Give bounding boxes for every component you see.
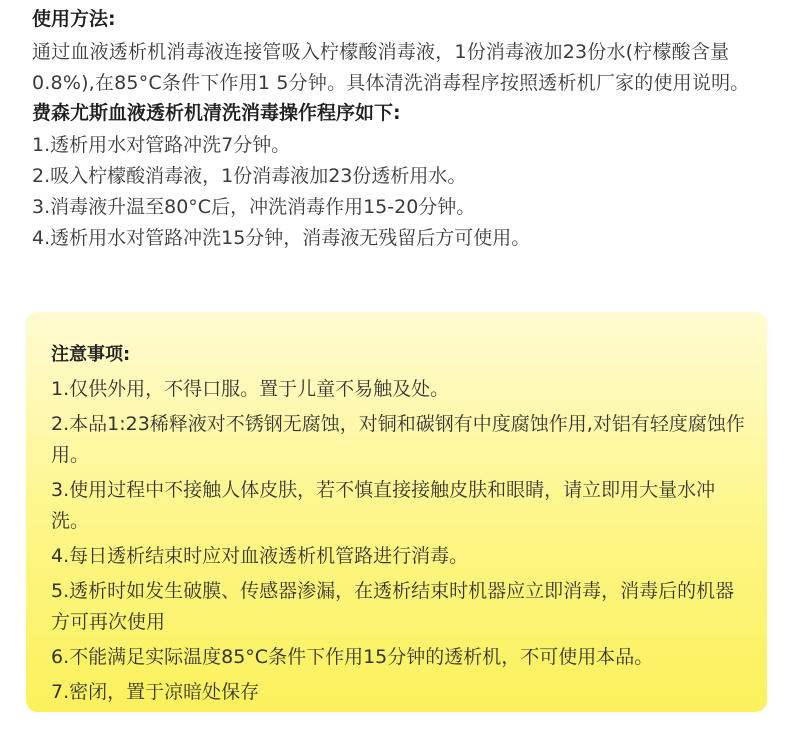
procedure-step: 4.透析用水对管路冲洗15分钟，消毒液无残留后方可使用。: [32, 227, 531, 249]
procedure-steps: [32, 130, 772, 254]
notes-title: 注意事项:: [51, 344, 131, 365]
procedure-step: 2.吸入柠檬酸消毒液，1份消毒液加23份透析用水。: [32, 165, 467, 187]
notes-content: [51, 340, 751, 712]
note-item: 4.每日透析结束时应对血液透析机管路进行消毒。: [51, 545, 469, 567]
note-item: 3.使用过程中不接触人体皮肤，若不慎直接接触皮肤和眼睛，请立即用大量水冲洗。: [51, 479, 716, 532]
procedure-step: 3.消毒液升温至80°C后，冲洗消毒作用15-20分钟。: [32, 196, 476, 218]
procedure-title: 费森尤斯血液透析机清洗消毒操作程序如下:: [32, 102, 401, 124]
note-item: 7.密闭，置于凉暗处保存: [51, 681, 260, 703]
note-item: 2.本品1:23稀释液对不锈钢无腐蚀，对铜和碳钢有中度腐蚀作用,对铝有轻度腐蚀作用。: [51, 413, 745, 466]
note-item: 1.仅供外用，不得口服。置于儿童不易触及处。: [51, 378, 450, 400]
notes-panel: [26, 312, 767, 712]
usage-paragraph: 通过血液透析机消毒液连接管吸入柠檬酸消毒液，1份消毒液加23份水(柠檬酸含量0.8%),在85°C条件下作用1 5分钟。具体清洗消毒程序按照透析机厂家的使用说明。: [32, 41, 750, 94]
notes-list: [51, 374, 751, 708]
usage-title: 使用方法:: [32, 8, 116, 30]
note-item: 5.透析时如发生破膜、传感器渗漏，在透析结束时机器应立即消毒，消毒后的机器方可再次使用: [51, 580, 735, 633]
note-item: 6.不能满足实际温度85°C条件下作用15分钟的透析机，不可使用本品。: [51, 646, 654, 668]
usage-section: [32, 4, 772, 254]
procedure-step: 1.透析用水对管路冲洗7分钟。: [32, 134, 291, 156]
